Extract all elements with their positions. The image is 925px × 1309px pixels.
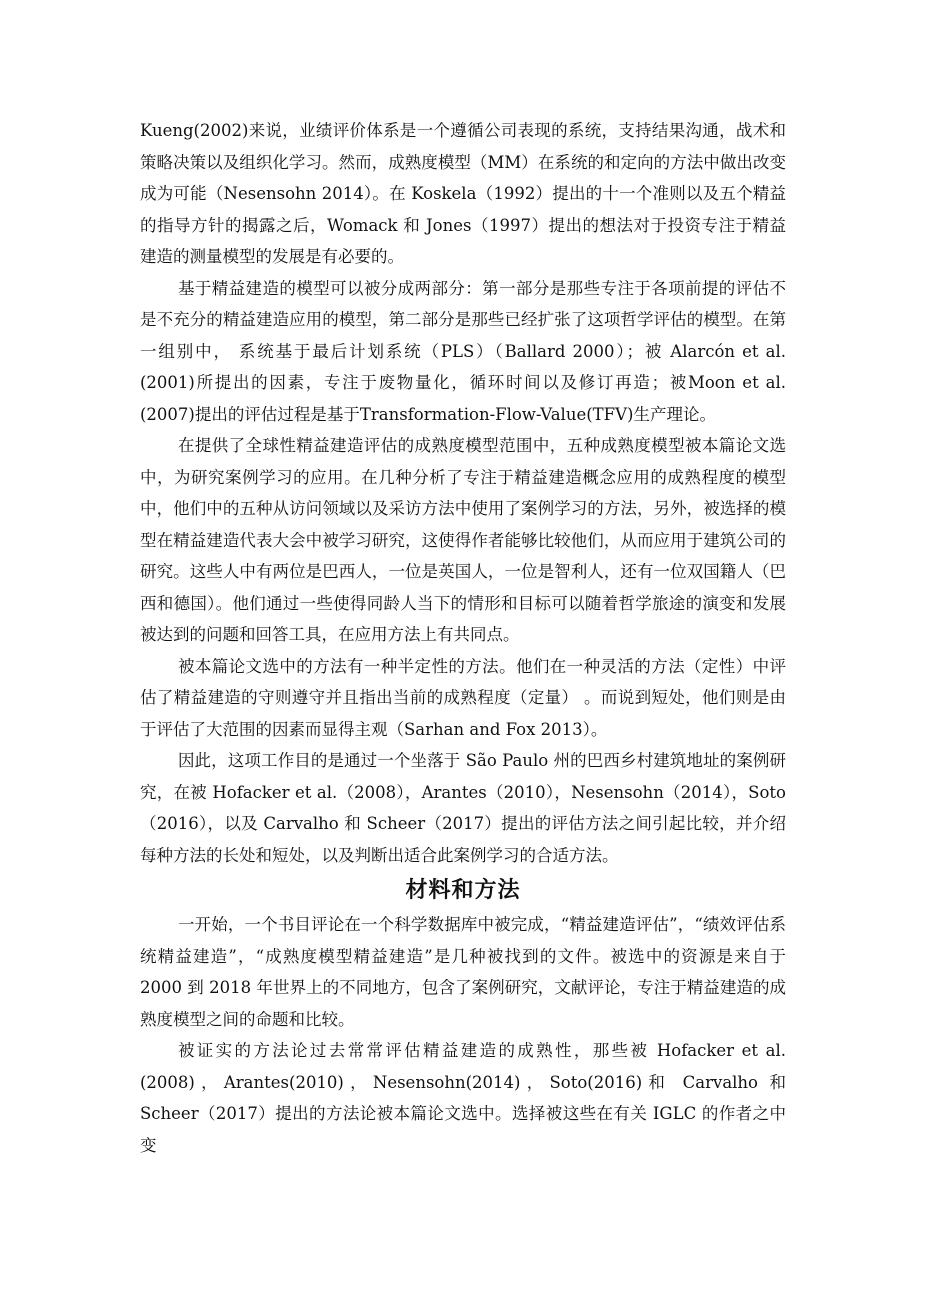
paragraph-semi-qualitative-method: 被本篇论文选中的方法有一种半定性的方法。他们在一种灵活的方法（定性）中评估了精益建造的守则遵守并且指出当前的成熟程度（定量） 。而说到短处，他们则是由于评估了大范围的因素而显得主观（Sarhan and Fox 2013）。 bbox=[140, 656, 786, 739]
paragraph-bibliographic-review: 一开始，一个书目评论在一个科学数据库中被完成，“精益建造评估”，“绩效评估系统精益建造”，“成熟度模型精益建造”是几种被找到的文件。被选中的资源是来自于 2000 到 2018 年世界上的不同地方，包含了案例研究，文献评论，专注于精益建造的成熟度模型之间的命题和比较。 bbox=[140, 915, 786, 1029]
paragraph-work-objective: 因此，这项工作目的是通过一个坐落于 São Paulo 州的巴西乡村建筑地址的案例研究，在被 Hofacker et al.（2008），Arantes（2010），Nesensohn（2014），Soto（2016），以及 Carvalho 和 Scheer（2017）提出的评估方法之间引起比较，并介绍每种方法的长处和短处，以及判断出适合此案例学习的合适方法。 bbox=[140, 751, 786, 865]
paragraph-kueng-performance-systems: Kueng(2002)来说，业绩评价体系是一个遵循公司表现的系统，支持结果沟通，战术和策略决策以及组织化学习。然而，成熟度模型（MM）在系统的和定向的方法中做出改变成为可能（Nesensohn 2014）。在 Koskela（1992）提出的十一个准则以及五个精益的指导方针的揭露之后，Womack 和 Jones（1997）提出的想法对于投资专注于精益建造的测量模型的发展是有必要的。 bbox=[140, 121, 786, 266]
paragraph-five-maturity-models: 在提供了全球性精益建造评估的成熟度模型范围中，五种成熟度模型被本篇论文选中，为研究案例学习的应用。在几种分析了专注于精益建造概念应用的成熟程度的模型中，他们中的五种从访问领域以及采访方法中使用了案例学习的方法，另外，被选择的模型在精益建造代表大会中被学习研究，这使得作者能够比较他们，从而应用于建筑公司的研究。这些人中有两位是巴西人，一位是英国人，一位是智利人，还有一位双国籍人（巴西和德国）。他们通过一些使得同龄人当下的情形和目标可以随着哲学旅途的演变和发展被达到的问题和回答工具，在应用方法上有共同点。 bbox=[140, 436, 786, 644]
paragraph-lean-model-categories: 基于精益建造的模型可以被分成两部分：第一部分是那些专注于各项前提的评估不是不充分的精益建造应用的模型，第二部分是那些已经扩张了这项哲学评估的模型。在第一组别中， 系统基于最后计划系统（PLS）（Ballard 2000）；被 Alarcón et al.(2001)所提出的因素，专注于废物量化，循环时间以及修订再造；被Moon et al.(2007)提出的评估过程是基于Transformation-Flow-Value(TFV)生产理论。 bbox=[140, 278, 786, 424]
paragraph-selected-methodologies: 被证实的方法论过去常常评估精益建造的成熟性，那些被 Hofacker et al.(2008)，Arantes(2010)，Nesensohn(2014)，Soto(2016)和 Carvalho 和 Scheer（2017）提出的方法论被本篇论文选中。选择被这些在有关 IGLC 的作者之中变 bbox=[140, 1041, 786, 1155]
document-page bbox=[140, 115, 786, 1161]
section-heading-materials-methods: 材料和方法 bbox=[405, 877, 521, 903]
